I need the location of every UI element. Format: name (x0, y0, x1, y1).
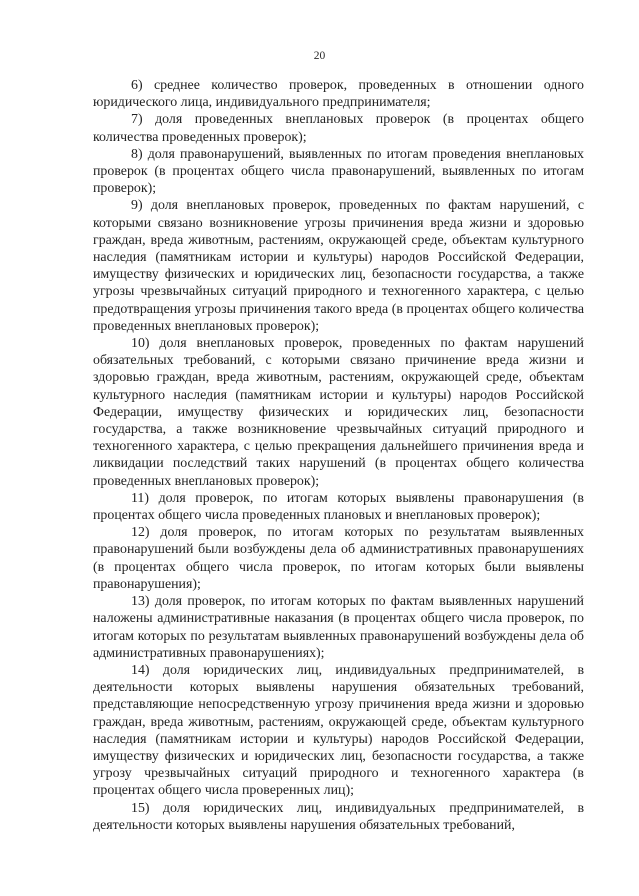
paragraph-item-14: 14) доля юридических лиц, индивидуальных предпринимателей, в деятельности которых выявлены нарушения обязательных требований, представляющие непосредственную угрозу причинения вреда жизни и здоровью граждан, вреда животным, растениям, окружающей среде, объектам культурного наследия (памятникам истории и культуры) народов Российской Федерации, имуществу физических и юридических лиц, безопасности государства, а также угрозу чрезвычайных ситуаций природного и техногенного характера (в процентах общего числа проверенных лиц); (93, 662, 584, 799)
paragraph-item-9: 9) доля внеплановых проверок, проведенных по фактам нарушений, с которыми связано возникновение угрозы причинения вреда жизни и здоровью граждан, вреда животным, растениям, окружающей среде, объектам культурного наследия (памятникам истории и культуры) народов Российской Федерации, имуществу физических и юридических лиц, безопасности государства, а также угрозы чрезвычайных ситуаций природного и техногенного характера, с целью предотвращения угрозы причинения такого вреда (в процентах общего количества проведенных внеплановых проверок); (93, 198, 584, 334)
page-number: 20 (313, 50, 326, 62)
paragraph-item-12: 12) доля проверок, по итогам которых по результатам выявленных правонарушений были возбуждены дела об административных правонарушениях (в процентах общего числа проверок, по итогам которых были выявлены правонарушения); (93, 525, 584, 592)
paragraph-item-6: 6) среднее количество проверок, проведенных в отношении одного юридического лица, индивидуального предпринимателя; (93, 78, 584, 111)
paragraph-item-15: 15) доля юридических лиц, индивидуальных предпринимателей, в деятельности которых выявлены нарушения обязательных требований, (93, 800, 584, 833)
paragraph-item-11: 11) доля проверок, по итогам которых выявлены правонарушения (в процентах общего числа проведенных плановых и внеплановых проверок); (93, 490, 584, 524)
paragraph-item-8: 8) доля правонарушений, выявленных по итогам проведения внеплановых проверок (в процентах общего числа правонарушений, выявленных по итогам проверок); (93, 146, 584, 197)
paragraph-item-10: 10) доля внеплановых проверок, проведенных по фактам нарушений обязательных требований, с которыми связано причинение вреда жизни и здоровью граждан, вреда животным, растениям, окружающей среде, объектам культурного наследия (памятникам истории и культуры) народов Российской Федерации, имуществу физических и юридических лиц, безопасности государства, а также возникновение чрезвычайных ситуаций природного и техногенного характера, с целью прекращения дальнейшего причинения вреда и ликвидации последствий таких нарушений (в процентах общего количества проведенных внеплановых проверок); (93, 336, 584, 489)
paragraph-item-13: 13) доля проверок, по итогам которых по фактам выявленных нарушений наложены административные наказания (в процентах общего числа проверок, по итогам которых по результатам выявленных правонарушений возбуждены дела об административных правонарушениях); (93, 594, 584, 661)
document-body (93, 77, 584, 834)
paragraph-item-7: 7) доля проведенных внеплановых проверок (в процентах общего количества проведенных проверок); (93, 112, 584, 145)
